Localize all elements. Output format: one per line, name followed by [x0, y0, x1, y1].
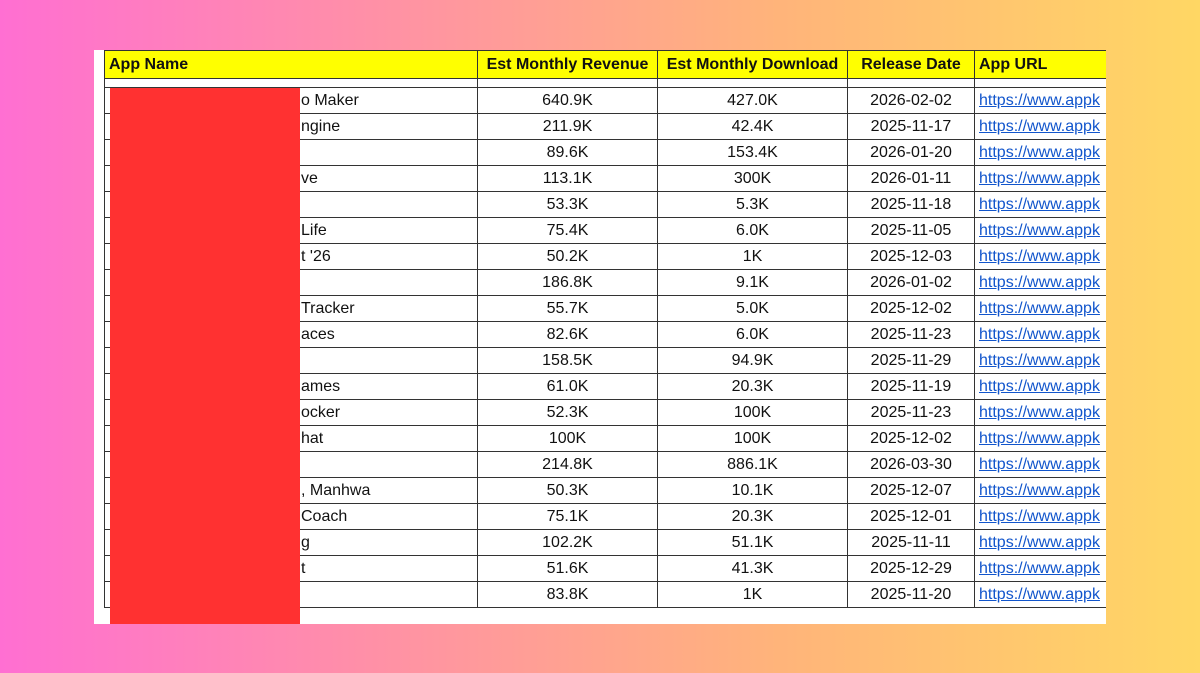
- cell-release-date[interactable]: 2025-11-23: [848, 400, 975, 426]
- cell-est-monthly-download[interactable]: 300K: [658, 166, 848, 192]
- gap-cell: [975, 79, 1107, 88]
- cell-est-monthly-revenue[interactable]: 158.5K: [478, 348, 658, 374]
- cell-est-monthly-download[interactable]: 153.4K: [658, 140, 848, 166]
- cell-est-monthly-revenue[interactable]: 82.6K: [478, 322, 658, 348]
- cell-release-date[interactable]: 2026-03-30: [848, 452, 975, 478]
- app-name-text: g: [301, 533, 310, 551]
- app-name-text: o Maker: [301, 91, 359, 109]
- cell-app-url-link[interactable]: https://www.appk: [975, 374, 1107, 400]
- cell-app-url-link[interactable]: https://www.appk: [975, 270, 1107, 296]
- cell-release-date[interactable]: 2026-01-02: [848, 270, 975, 296]
- header-app-name[interactable]: App Name: [105, 51, 478, 79]
- app-name-text: Life: [301, 221, 327, 239]
- hidden-rows-gap: [105, 79, 1107, 88]
- cell-est-monthly-download[interactable]: 1K: [658, 582, 848, 608]
- header-app-url[interactable]: App URL: [975, 51, 1107, 79]
- cell-est-monthly-revenue[interactable]: 102.2K: [478, 530, 658, 556]
- cell-release-date[interactable]: 2025-11-29: [848, 348, 975, 374]
- header-release-date[interactable]: Release Date: [848, 51, 975, 79]
- cell-release-date[interactable]: 2025-12-07: [848, 478, 975, 504]
- cell-est-monthly-download[interactable]: 6.0K: [658, 322, 848, 348]
- cell-release-date[interactable]: 2026-01-11: [848, 166, 975, 192]
- cell-est-monthly-download[interactable]: 20.3K: [658, 504, 848, 530]
- cell-app-url-link[interactable]: https://www.appk: [975, 478, 1107, 504]
- cell-app-url-link[interactable]: https://www.appk: [975, 140, 1107, 166]
- cell-app-url-link[interactable]: https://www.appk: [975, 556, 1107, 582]
- cell-app-url-link[interactable]: https://www.appk: [975, 296, 1107, 322]
- cell-est-monthly-download[interactable]: 6.0K: [658, 218, 848, 244]
- cell-release-date[interactable]: 2025-12-02: [848, 296, 975, 322]
- cell-app-url-link[interactable]: https://www.appk: [975, 322, 1107, 348]
- cell-release-date[interactable]: 2025-12-02: [848, 426, 975, 452]
- app-name-text: Tracker: [301, 299, 355, 317]
- cell-est-monthly-download[interactable]: 100K: [658, 400, 848, 426]
- cell-app-url-link[interactable]: https://www.appk: [975, 114, 1107, 140]
- cell-release-date[interactable]: 2025-11-18: [848, 192, 975, 218]
- cell-release-date[interactable]: 2025-11-11: [848, 530, 975, 556]
- redaction-box: [110, 88, 300, 624]
- cell-est-monthly-download[interactable]: 427.0K: [658, 88, 848, 114]
- cell-est-monthly-download[interactable]: 10.1K: [658, 478, 848, 504]
- cell-app-url-link[interactable]: https://www.appk: [975, 504, 1107, 530]
- cell-app-url-link[interactable]: https://www.appk: [975, 218, 1107, 244]
- app-name-text: t '26: [301, 247, 331, 265]
- gap-cell: [478, 79, 658, 88]
- cell-app-url-link[interactable]: https://www.appk: [975, 192, 1107, 218]
- cell-release-date[interactable]: 2025-11-19: [848, 374, 975, 400]
- cell-est-monthly-download[interactable]: 5.3K: [658, 192, 848, 218]
- cell-est-monthly-download[interactable]: 100K: [658, 426, 848, 452]
- app-name-text: t: [301, 559, 306, 577]
- cell-app-url-link[interactable]: https://www.appk: [975, 452, 1107, 478]
- cell-est-monthly-revenue[interactable]: 113.1K: [478, 166, 658, 192]
- cell-app-url-link[interactable]: https://www.appk: [975, 400, 1107, 426]
- cell-release-date[interactable]: 2025-12-03: [848, 244, 975, 270]
- cell-est-monthly-download[interactable]: 1K: [658, 244, 848, 270]
- cell-est-monthly-download[interactable]: 94.9K: [658, 348, 848, 374]
- cell-est-monthly-revenue[interactable]: 75.1K: [478, 504, 658, 530]
- cell-est-monthly-download[interactable]: 9.1K: [658, 270, 848, 296]
- cell-est-monthly-revenue[interactable]: 51.6K: [478, 556, 658, 582]
- cell-release-date[interactable]: 2026-01-20: [848, 140, 975, 166]
- cell-est-monthly-revenue[interactable]: 52.3K: [478, 400, 658, 426]
- cell-est-monthly-revenue[interactable]: 214.8K: [478, 452, 658, 478]
- cell-app-url-link[interactable]: https://www.appk: [975, 426, 1107, 452]
- app-name-text: Coach: [301, 507, 348, 525]
- cell-est-monthly-revenue[interactable]: 83.8K: [478, 582, 658, 608]
- cell-est-monthly-revenue[interactable]: 55.7K: [478, 296, 658, 322]
- app-name-text: ames: [301, 377, 341, 395]
- cell-release-date[interactable]: 2026-02-02: [848, 88, 975, 114]
- cell-est-monthly-download[interactable]: 42.4K: [658, 114, 848, 140]
- cell-app-url-link[interactable]: https://www.appk: [975, 348, 1107, 374]
- cell-est-monthly-revenue[interactable]: 61.0K: [478, 374, 658, 400]
- gap-cell: [105, 79, 478, 88]
- cell-est-monthly-download[interactable]: 20.3K: [658, 374, 848, 400]
- cell-est-monthly-revenue[interactable]: 211.9K: [478, 114, 658, 140]
- cell-release-date[interactable]: 2025-12-29: [848, 556, 975, 582]
- cell-est-monthly-revenue[interactable]: 75.4K: [478, 218, 658, 244]
- cell-est-monthly-revenue[interactable]: 50.3K: [478, 478, 658, 504]
- cell-est-monthly-revenue[interactable]: 186.8K: [478, 270, 658, 296]
- cell-release-date[interactable]: 2025-11-20: [848, 582, 975, 608]
- cell-est-monthly-revenue[interactable]: 100K: [478, 426, 658, 452]
- cell-est-monthly-download[interactable]: 886.1K: [658, 452, 848, 478]
- cell-est-monthly-revenue[interactable]: 53.3K: [478, 192, 658, 218]
- header-est-monthly-download[interactable]: Est Monthly Download: [658, 51, 848, 79]
- cell-app-url-link[interactable]: https://www.appk: [975, 166, 1107, 192]
- cell-est-monthly-download[interactable]: 41.3K: [658, 556, 848, 582]
- cell-est-monthly-revenue[interactable]: 640.9K: [478, 88, 658, 114]
- cell-release-date[interactable]: 2025-11-05: [848, 218, 975, 244]
- app-name-text: aces: [301, 325, 335, 343]
- app-name-text: , Manhwa: [301, 481, 371, 499]
- app-name-text: ngine: [301, 117, 341, 135]
- cell-release-date[interactable]: 2025-11-17: [848, 114, 975, 140]
- cell-app-url-link[interactable]: https://www.appk: [975, 530, 1107, 556]
- app-name-text: ve: [301, 169, 318, 187]
- cell-est-monthly-download[interactable]: 51.1K: [658, 530, 848, 556]
- gap-cell: [848, 79, 975, 88]
- cell-app-url-link[interactable]: https://www.appk: [975, 88, 1107, 114]
- cell-est-monthly-revenue[interactable]: 50.2K: [478, 244, 658, 270]
- header-row: [105, 51, 1107, 79]
- cell-app-url-link[interactable]: https://www.appk: [975, 244, 1107, 270]
- app-name-text: ocker: [301, 403, 341, 421]
- header-est-monthly-revenue[interactable]: Est Monthly Revenue: [478, 51, 658, 79]
- cell-release-date[interactable]: 2025-11-23: [848, 322, 975, 348]
- cell-release-date[interactable]: 2025-12-01: [848, 504, 975, 530]
- cell-est-monthly-download[interactable]: 5.0K: [658, 296, 848, 322]
- gap-cell: [658, 79, 848, 88]
- app-name-text: hat: [301, 429, 324, 447]
- cell-app-url-link[interactable]: https://www.appk: [975, 582, 1107, 608]
- cell-est-monthly-revenue[interactable]: 89.6K: [478, 140, 658, 166]
